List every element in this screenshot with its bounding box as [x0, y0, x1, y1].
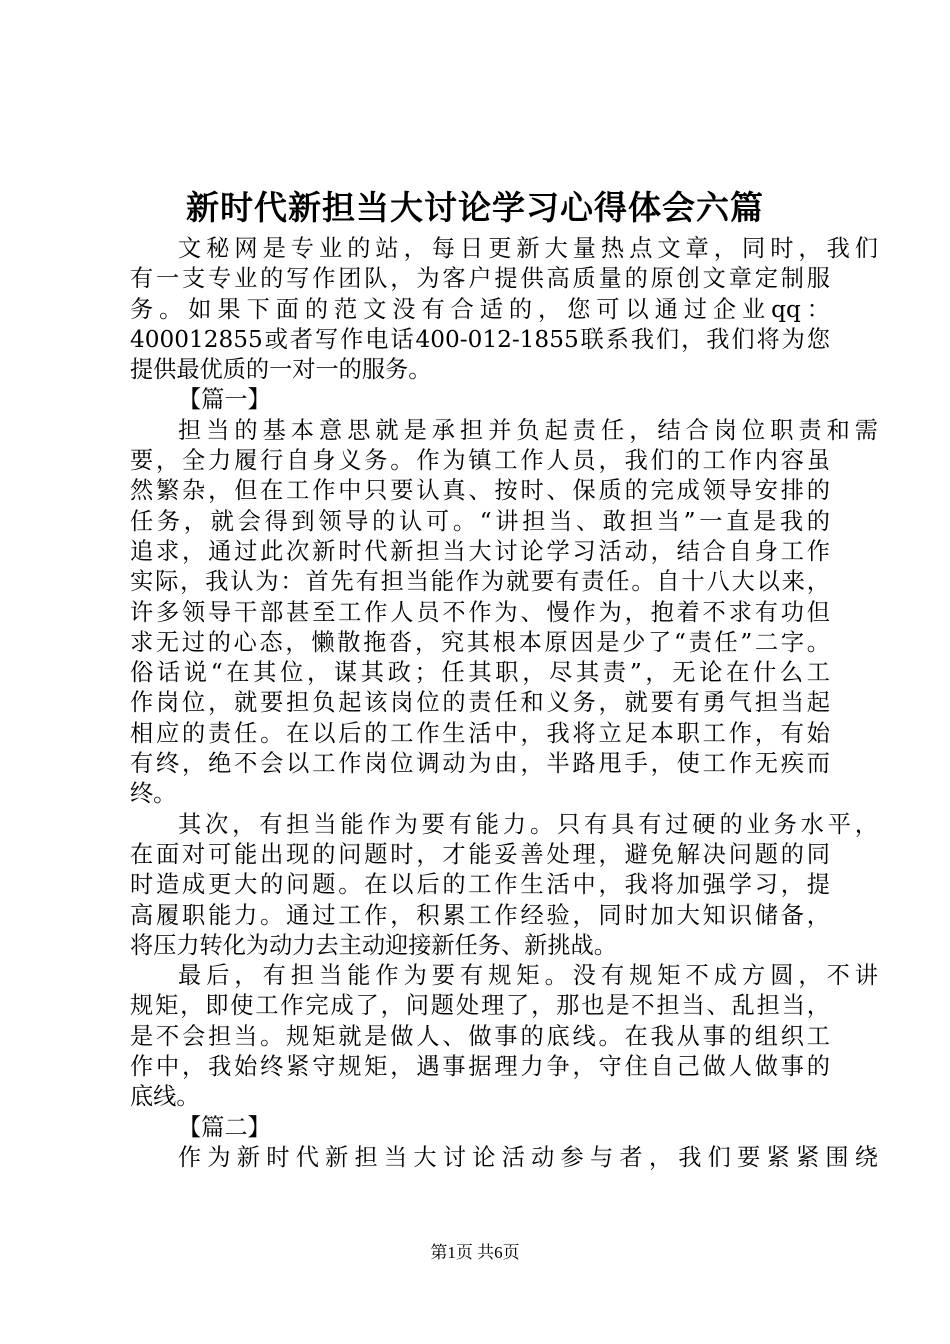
paragraph-line: 在面对可能出现的问题时，才能妥善处理，避免解决问题的同: [130, 840, 830, 868]
paragraph-line: 最后，有担当能作为要有规矩。没有规矩不成方圆，不讲: [178, 962, 878, 990]
paragraph-line: 其次，有担当能作为要有能力。只有具有过硬的业务水平，: [178, 810, 878, 838]
paragraph-line: 时造成更大的问题。在以后的工作生活中，我将加强学习，提: [130, 871, 830, 899]
paragraph-line: 终。: [130, 780, 177, 808]
paragraph-line: 提供最优质的一对一的服务。: [130, 356, 432, 384]
section-heading-2: 【篇二】: [178, 1113, 271, 1141]
paragraph-line: 文秘网是专业的站，每日更新大量热点文章，同时，我们: [178, 235, 878, 262]
paragraph-line: 担当的基本意思就是承担并负起责任，结合岗位职责和需: [178, 416, 878, 444]
paragraph-line: 有终，绝不会以工作岗位调动为由，半路甩手，使工作无疾而: [130, 750, 830, 778]
paragraph-line: 任务，就会得到领导的认可。“讲担当、敢担当”一直是我的: [130, 507, 830, 535]
paragraph-line: 追求，通过此次新时代新担当大讨论学习活动，结合自身工作: [130, 537, 830, 565]
paragraph-line: 是不会担当。规矩就是做人、做事的底线。在我从事的组织工: [130, 1022, 830, 1050]
paragraph-line: 底线。: [130, 1083, 200, 1111]
paragraph-line: 实际，我认为：首先有担当能作为就要有责任。自十八大以来，: [130, 568, 830, 596]
paragraph-line: 相应的责任。在以后的工作生活中，我将立足本职工作，有始: [130, 719, 830, 747]
paragraph-line: 规矩，即使工作完成了，问题处理了，那也是不担当、乱担当，: [130, 992, 830, 1020]
page-footer: 第1页 共6页: [430, 1243, 520, 1262]
paragraph-line: 作中，我始终紧守规矩，遇事据理力争，守住自己做人做事的: [130, 1053, 830, 1081]
paragraph-line: 作为新时代新担当大讨论活动参与者，我们要紧紧围绕: [178, 1143, 878, 1171]
paragraph-line: 有一支专业的写作团队，为客户提供高质量的原创文章定制服: [130, 265, 830, 293]
paragraph-line: 400012855或者写作电话400-012-1855联系我们，我们将为您: [130, 325, 830, 353]
document-body: [130, 234, 878, 1173]
paragraph-line: 高履职能力。通过工作，积累工作经验，同时加大知识储备，: [130, 901, 830, 929]
paragraph-line: 俗话说“在其位，谋其政；任其职，尽其责”，无论在什么工: [130, 659, 830, 687]
paragraph-line: 要，全力履行自身义务。作为镇工作人员，我们的工作内容虽: [130, 447, 830, 475]
paragraph-line: 作岗位，就要担负起该岗位的责任和义务，就要有勇气担当起: [130, 689, 830, 717]
paragraph-line: 务。如果下面的范文没有合适的，您可以通过企业qq：: [130, 295, 830, 323]
section-heading-1: 【篇一】: [178, 386, 271, 414]
paragraph-line: 然繁杂，但在工作中只要认真、按时、保质的完成领导安排的: [130, 477, 830, 505]
document-title: 新时代新担当大讨论学习心得体会六篇: [186, 188, 764, 227]
paragraph-line: 将压力转化为动力去主动迎接新任务、新挑战。: [130, 931, 617, 959]
paragraph-line: 许多领导干部甚至工作人员不作为、慢作为，抱着不求有功但: [130, 598, 830, 626]
paragraph-line: 求无过的心态，懒散拖沓，究其根本原因是少了“责任”二字。: [130, 628, 830, 656]
